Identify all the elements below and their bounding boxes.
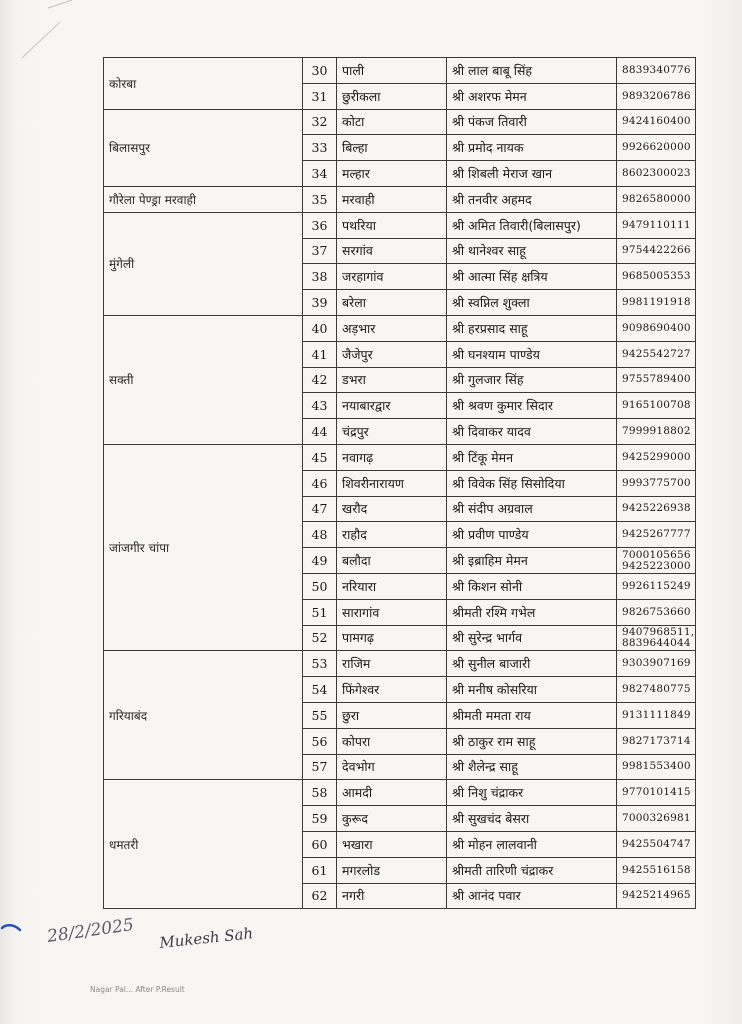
serial-number: 52 [303,625,337,651]
phone-number [617,135,696,161]
phone-number [617,367,696,393]
phone-line: 9770101415 [622,786,691,799]
phone-line: 9479110111 [622,218,691,231]
serial-number: 35 [303,186,337,212]
block-name: कोटा [337,109,447,135]
serial-number: 51 [303,599,337,625]
serial-number: 44 [303,419,337,445]
phone-line: 9425226938 [622,502,691,515]
serial-number: 60 [303,831,337,857]
block-name: नगरी [337,883,447,909]
member-name: श्री विवेक सिंह सिसोदिया [447,470,617,496]
phone-number [617,702,696,728]
corner-fold-mark [20,0,90,60]
table-row [104,186,696,212]
serial-number: 37 [303,238,337,264]
member-name: श्री घनश्याम पाण्डेय [447,341,617,367]
serial-number: 32 [303,109,337,135]
serial-number: 43 [303,393,337,419]
member-name: श्री ठाकुर राम साहू [447,728,617,754]
phone-line: 9926115249 [622,579,691,592]
member-name: श्री प्रमोद नायक [447,135,617,161]
block-name: पाली [337,58,447,84]
table-row [104,651,696,677]
serial-number: 36 [303,212,337,238]
member-name: श्री दिवाकर यादव [447,419,617,445]
phone-line: 9755789400 [622,373,691,386]
serial-number: 30 [303,58,337,84]
member-name: श्री पंकज तिवारी [447,109,617,135]
block-name: राहौद [337,522,447,548]
phone-line: 8839644044 [622,636,691,649]
blue-pen-mark [2,925,20,930]
member-name: श्री श्रवण कुमार सिदार [447,393,617,419]
stamp-line: Nagar Pal... After P.Result [90,985,185,994]
member-name: श्री स्वप्निल शुक्ला [447,290,617,316]
phone-number [617,651,696,677]
member-name: श्री आनंद पवार [447,883,617,909]
phone-line: 7000105656 [622,548,691,561]
block-name: सरगांव [337,238,447,264]
phone-line: 9303907169 [622,657,691,670]
member-name: श्री अशरफ मेमन [447,83,617,109]
phone-line: 9424160400 [622,115,691,128]
serial-number: 62 [303,883,337,909]
block-name: खरौद [337,496,447,522]
member-name: श्री किशन सोनी [447,573,617,599]
serial-number: 39 [303,290,337,316]
block-name: शिवरीनारायण [337,470,447,496]
phone-number [617,548,696,574]
district-name: जांजगीर चांपा [104,444,303,650]
block-name: फिंगेश्वर [337,677,447,703]
serial-number: 46 [303,470,337,496]
phone-line: 9685005353 [622,270,691,283]
member-name: श्री प्रवीण पाण्डेय [447,522,617,548]
block-name: नवागढ़ [337,444,447,470]
phone-line: 8602300023 [622,167,691,180]
block-name: बरेला [337,290,447,316]
serial-number: 55 [303,702,337,728]
block-name: मगरलोड [337,857,447,883]
phone-line: 9165100708 [622,399,691,412]
phone-number [617,599,696,625]
member-name: श्री थानेश्वर साहू [447,238,617,264]
phone-line: 9754422266 [622,244,691,257]
phone-number [617,264,696,290]
member-name: श्री शिबली मेराज खान [447,161,617,187]
phone-line: 9425299000 [622,450,691,463]
table-row [104,109,696,135]
phone-number [617,419,696,445]
member-name: श्री मोहन लालवानी [447,831,617,857]
district-block-roster-table [103,57,696,909]
serial-number: 42 [303,367,337,393]
block-name: कुरूद [337,806,447,832]
block-name: आमदी [337,780,447,806]
phone-line: 9425504747 [622,837,691,850]
member-name: श्री सुरेन्द्र भार्गव [447,625,617,651]
table-row [104,780,696,806]
phone-line: 9407968511, [622,625,695,638]
phone-line: 9131111849 [622,708,691,721]
handwritten-signature: Mukesh Sah [158,924,254,952]
phone-line: 9827480775 [622,683,691,696]
phone-line: 9425223000 [622,559,691,572]
district-name: धमतरी [104,780,303,909]
serial-number: 45 [303,444,337,470]
phone-number [617,315,696,341]
phone-line: 9926620000 [622,141,691,154]
member-name: श्री आत्मा सिंह क्षत्रिय [447,264,617,290]
phone-line: 8839340776 [622,63,691,76]
serial-number: 38 [303,264,337,290]
phone-line: 9425267777 [622,528,691,541]
serial-number: 53 [303,651,337,677]
phone-number [617,625,696,651]
phone-number [617,58,696,84]
district-name: गरियाबंद [104,651,303,780]
phone-line: 9425542727 [622,347,691,360]
serial-number: 41 [303,341,337,367]
serial-number: 57 [303,754,337,780]
serial-number: 34 [303,161,337,187]
phone-number [617,677,696,703]
serial-number: 59 [303,806,337,832]
block-name: छुरा [337,702,447,728]
phone-number [617,831,696,857]
member-name: श्री लाल बाबू सिंह [447,58,617,84]
member-name: श्री मनीष कोसरिया [447,677,617,703]
phone-number [617,212,696,238]
handwritten-date: 28/2/2025 [45,915,136,947]
phone-line: 9826580000 [622,192,691,205]
phone-line: 9993775700 [622,476,691,489]
serial-number: 58 [303,780,337,806]
member-name: श्रीमती रश्मि गभेल [447,599,617,625]
serial-number: 56 [303,728,337,754]
block-name: सारागांव [337,599,447,625]
serial-number: 33 [303,135,337,161]
member-name: श्री निशु चंद्राकर [447,780,617,806]
member-name: श्री गुलजार सिंह [447,367,617,393]
phone-line: 9893206786 [622,89,691,102]
phone-number [617,496,696,522]
table-row [104,58,696,84]
roster-body [104,58,696,909]
block-name: पथरिया [337,212,447,238]
block-name: नरियारा [337,573,447,599]
phone-number [617,728,696,754]
member-name: श्री शैलेन्द्र साहू [447,754,617,780]
phone-number [617,109,696,135]
serial-number: 31 [303,83,337,109]
district-name: बिलासपुर [104,109,303,186]
member-name: श्री सुनील बाजारी [447,651,617,677]
serial-number: 48 [303,522,337,548]
phone-number [617,470,696,496]
phone-line: 9425214965 [622,889,691,902]
table-row [104,212,696,238]
district-name: मुंगेली [104,212,303,315]
phone-line: 9098690400 [622,321,691,334]
block-name: भखारा [337,831,447,857]
phone-number [617,161,696,187]
member-name: श्री सुखचंद बेसरा [447,806,617,832]
serial-number: 54 [303,677,337,703]
table-row [104,444,696,470]
block-name: बिल्हा [337,135,447,161]
serial-number: 40 [303,315,337,341]
handwritten-footer [0,900,742,1024]
block-name: जैजेपुर [337,341,447,367]
phone-number [617,186,696,212]
member-name: श्री इब्राहिम मेमन [447,548,617,574]
phone-line: 9826753660 [622,605,691,618]
member-name: श्री तनवीर अहमद [447,186,617,212]
block-name: पामगढ़ [337,625,447,651]
serial-number: 49 [303,548,337,574]
member-name: श्रीमती तारिणी चंद्राकर [447,857,617,883]
table-row [104,315,696,341]
phone-number [617,341,696,367]
serial-number: 50 [303,573,337,599]
phone-line: 9827173714 [622,734,691,747]
block-name: मल्हार [337,161,447,187]
phone-line: 7999918802 [622,425,691,438]
district-name: सक्ती [104,315,303,444]
phone-number [617,573,696,599]
member-name: श्री संदीप अग्रवाल [447,496,617,522]
serial-number: 47 [303,496,337,522]
district-name: गौरेला पेण्ड्रा मरवाही [104,186,303,212]
district-name: कोरबा [104,58,303,110]
block-name: चंद्रपुर [337,419,447,445]
block-name: देवभोग [337,754,447,780]
member-name: श्री हरप्रसाद साहू [447,315,617,341]
phone-line: 7000326981 [622,812,691,824]
block-name: नयाबारद्वार [337,393,447,419]
block-name: मरवाही [337,186,447,212]
phone-line: 9981553400 [622,760,691,773]
block-name: छुरीकला [337,83,447,109]
phone-number [617,522,696,548]
phone-number [617,806,696,832]
block-name: अड़भार [337,315,447,341]
block-name: बलौदा [337,548,447,574]
phone-number [617,754,696,780]
phone-number [617,857,696,883]
phone-number [617,290,696,316]
phone-number [617,444,696,470]
phone-number [617,393,696,419]
phone-number [617,238,696,264]
member-name: श्री अमित तिवारी(बिलासपुर) [447,212,617,238]
member-name: श्री टिंकू मेमन [447,444,617,470]
phone-line: 9981191918 [622,296,691,309]
serial-number: 61 [303,857,337,883]
block-name: डभरा [337,367,447,393]
phone-number [617,780,696,806]
phone-line: 9425516158 [622,863,691,876]
block-name: राजिम [337,651,447,677]
block-name: कोपरा [337,728,447,754]
phone-number [617,83,696,109]
block-name: जरहागांव [337,264,447,290]
member-name: श्रीमती ममता राय [447,702,617,728]
